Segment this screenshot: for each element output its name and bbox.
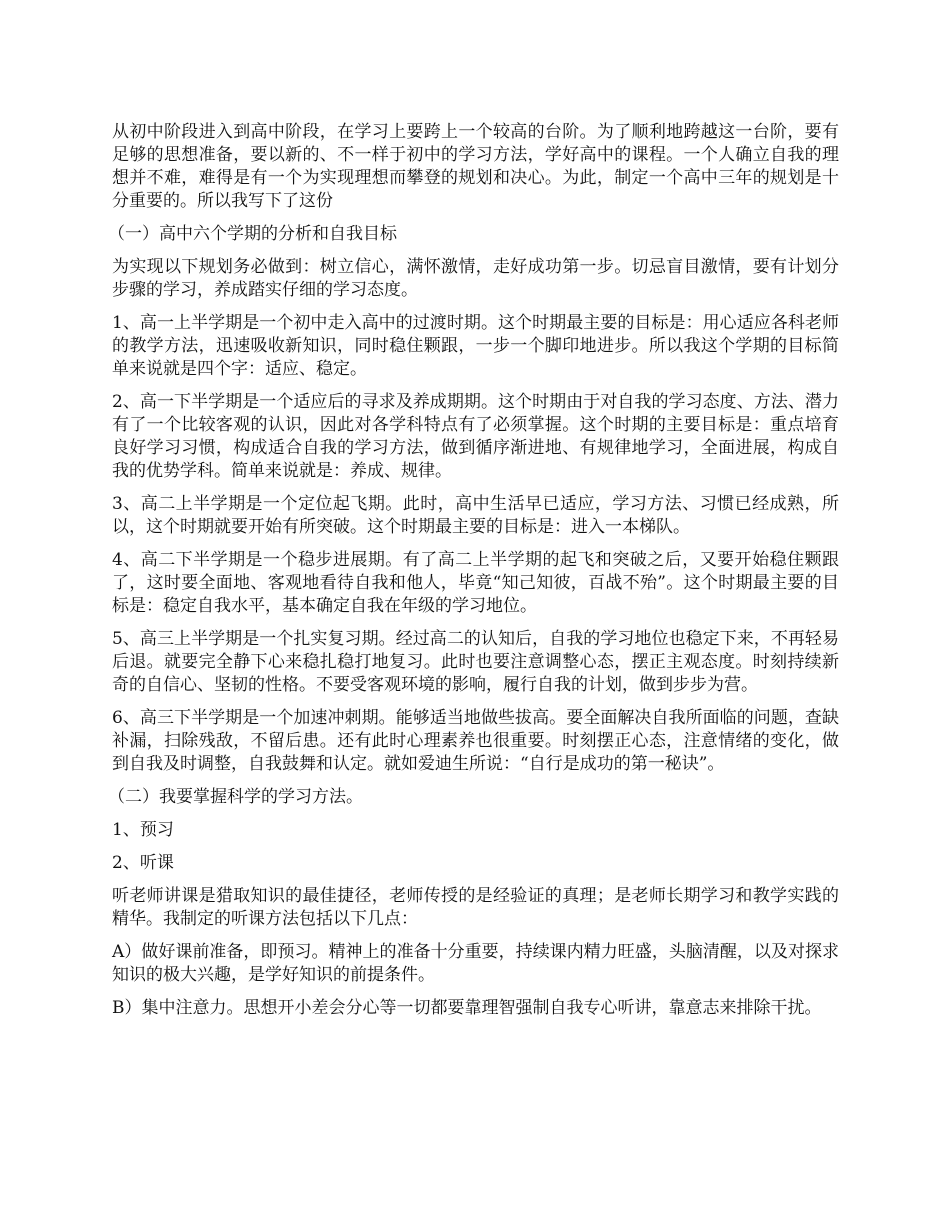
semester-item-6: 6、高三下半学期是一个加速冲刺期。能够适当地做些拔高。要全面解决自我所面临的问题，查缺补漏，扫除残敌，不留后患。还有此时心理素养也很重要。时刻摆正心态，注意情绪的变化，做到自我及时调整，自我鼓舞和认定。就如爱迪生所说：“自行是成功的第一秘诀”。 [112,708,839,774]
intro-paragraph: 从初中阶段进入到高中阶段，在学习上要跨上一个较高的台阶。为了顺利地跨越这一台阶，要有足够的思想准备，要以新的、不一样于初中的学习方法，学好高中的课程。一个人确立自我的理想并不难，难得是有一个为实现理想而攀登的规划和决心。为此，制定一个高中三年的规划是十分重要的。所以我写下了这份 [112,122,839,211]
listening-point-b: B）集中注意力。思想开小差会分心等一切都要靠理智强制自我专心听讲，靠意志来排除干扰。 [112,998,822,1018]
document-body [108,121,839,1030]
semester-item-1: 1、高一上半学期是一个初中走入高中的过渡时期。这个时期最主要的目标是：用心适应各科老师的教学方法，迅速吸收新知识，同时稳住颗跟，一步一个脚印地进步。所以我这个学期的目标简单来说就是四个字：适应、稳定。 [112,313,839,379]
method-item-2: 2、听课 [112,853,174,873]
body-paragraph: 听老师讲课是猎取知识的最佳捷径，老师传授的是经验证的真理；是老师长期学习和教学实践的精华。我制定的听课方法包括以下几点： [112,886,839,929]
semester-item-5: 5、高三上半学期是一个扎实复习期。经过高二的认知后，自我的学习地位也稳定下来，不再轻易后退。就要完全静下心来稳扎稳打地复习。此时也要注意调整心态，摆正主观态度。时刻持续新奇的自信心、坚韧的性格。不要受客观环境的影响，履行自我的计划，做到步步为营。 [112,629,839,695]
method-item-1: 1、预习 [112,820,174,840]
section-heading-2: （二）我要掌握科学的学习方法。 [108,787,363,807]
section-heading-1: （一）高中六个学期的分析和自我目标 [108,224,397,244]
semester-item-3: 3、高二上半学期是一个定位起飞期。此时，高中生活早已适应，学习方法、习惯已经成熟，所以，这个时期就要开始有所突破。这个时期最主要的目标是：进入一本梯队。 [112,494,839,537]
body-paragraph: 为实现以下规划务必做到：树立信心，满怀激情，走好成功第一步。切忌盲目激情，要有计划分步骤的学习，养成踏实仔细的学习态度。 [112,257,839,300]
semester-item-4: 4、高二下半学期是一个稳步进展期。有了高二上半学期的起飞和突破之后，又要开始稳住颗跟了，这时要全面地、客观地看待自我和他人，毕竟“知己知彼，百战不殆”。这个时期最主要的目标是：稳定自我水平，基本确定自我在年级的学习地位。 [112,550,839,616]
listening-point-a: A）做好课前准备，即预习。精神上的准备十分重要，持续课内精力旺盛，头脑清醒，以及对探求知识的极大兴趣，是学好知识的前提条件。 [112,942,839,985]
semester-item-2: 2、高一下半学期是一个适应后的寻求及养成期期。这个时期由于对自我的学习态度、方法、潜力有了一个比较客观的认识，因此对各学科特点有了必须掌握。这个时期的主要目标是：重点培育良好学习习惯，构成适合自我的学习方法，做到循序渐进地、有规律地学习，全面进展，构成自我的优势学科。简单来说就是：养成、规律。 [112,392,839,481]
